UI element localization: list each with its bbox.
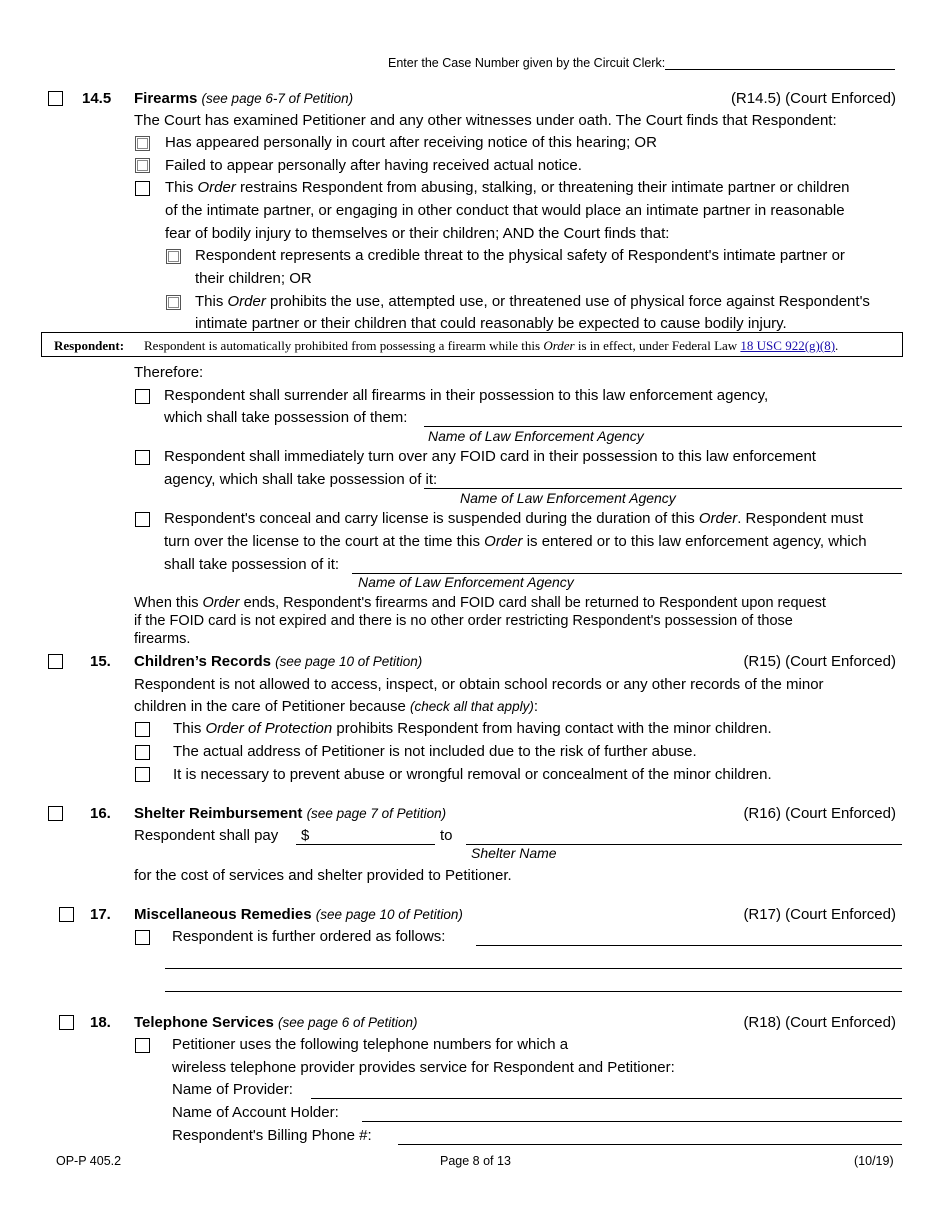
provider-label: Name of Provider: [172, 1081, 293, 1098]
foid-line-2: agency, which shall take possession of it: [164, 471, 438, 488]
billing-phone-label: Respondent's Billing Phone #: [172, 1127, 372, 1144]
conceal-carry-line-1: Respondent's conceal and carry license is suspended during the duration of this Order. Respondent must [164, 510, 864, 527]
foid-checkbox[interactable] [135, 450, 150, 465]
section-14-5-title: Firearms (see page 6-7 of Petition) [134, 90, 354, 107]
surrender-line-1: Respondent shall surrender all firearms in their possession to this law enforcement agency, [164, 387, 769, 404]
prohibits-force-line-1: This Order prohibits the use, attempted use, or threatened use of physical force against Respondent's [195, 293, 870, 310]
childrens-records-line-1: Respondent is not allowed to access, inspect, or obtain school records or any other records of the minor [134, 676, 824, 693]
section-17-title: Miscellaneous Remedies (see page 10 of Petition) [134, 906, 463, 923]
section-15-number: 15. [90, 653, 111, 670]
order-ends-line-1: When this Order ends, Respondent's firearms and FOID card shall be returned to Respondent upon request [134, 595, 826, 611]
section-18-number: 18. [90, 1014, 111, 1031]
address-withheld-checkbox[interactable] [135, 745, 150, 760]
federal-law-link[interactable]: 18 USC 922(g)(8) [740, 338, 836, 353]
surrender-line-2: which shall take possession of them: [164, 409, 408, 426]
credible-threat-line-1: Respondent represents a credible threat to the physical safety of Respondent's intimate partner or [195, 247, 845, 264]
foid-agency-caption: Name of Law Enforcement Agency [460, 490, 676, 506]
order-ends-line-2: if the FOID card is not expired and there is no other order restricting Respondent's possession of those [134, 613, 793, 629]
address-withheld-label: The actual address of Petitioner is not included due to the risk of further abuse. [173, 743, 697, 760]
telephone-line-2: wireless telephone provider provides service for Respondent and Petitioner: [172, 1059, 675, 1076]
conceal-carry-line-3: shall take possession of it: [164, 556, 340, 573]
shelter-pay-label: Respondent shall pay [134, 827, 279, 844]
foid-agency-field[interactable] [424, 488, 902, 489]
shelter-cost-text: for the cost of services and shelter provided to Petitioner. [134, 867, 512, 884]
misc-remedy-field-1[interactable] [476, 945, 902, 946]
section-18-title: Telephone Services (see page 6 of Petition) [134, 1014, 418, 1031]
credible-threat-checkbox[interactable] [166, 249, 181, 264]
restrains-checkbox[interactable] [135, 181, 150, 196]
shelter-name-caption: Shelter Name [471, 845, 557, 861]
section-16-code: (R16) (Court Enforced) [743, 805, 896, 822]
no-contact-checkbox[interactable] [135, 722, 150, 737]
respondent-box-text: Respondent is automatically prohibited from possessing a firearm while this Order is in effect, under Federal Law 18 USC 922(g)(8). [144, 338, 839, 353]
section-18-checkbox[interactable] [59, 1015, 74, 1030]
misc-remedy-field-3[interactable] [165, 991, 902, 992]
foid-line-1: Respondent shall immediately turn over any FOID card in their possession to this law enforcement [164, 448, 816, 465]
telephone-services-checkbox[interactable] [135, 1038, 150, 1053]
appeared-checkbox[interactable] [135, 136, 150, 151]
restrains-line-1: This Order restrains Respondent from abusing, stalking, or threatening their intimate partner or children [165, 179, 850, 196]
section-16-number: 16. [90, 805, 111, 822]
shelter-amount-field[interactable] [296, 844, 435, 845]
case-number-field[interactable] [665, 69, 895, 70]
form-id: OP-P 405.2 [56, 1154, 122, 1168]
telephone-line-1: Petitioner uses the following telephone numbers for which a [172, 1036, 569, 1053]
prevent-abuse-checkbox[interactable] [135, 767, 150, 782]
prohibits-force-checkbox[interactable] [166, 295, 181, 310]
account-holder-label: Name of Account Holder: [172, 1104, 339, 1121]
billing-phone-field[interactable] [398, 1144, 902, 1145]
firearms-intro: The Court has examined Petitioner and any other witnesses under oath. The Court finds that Respondent: [134, 112, 837, 129]
section-14-5-checkbox[interactable] [48, 91, 63, 106]
dollar-sign: $ [301, 827, 310, 844]
conceal-carry-line-2: turn over the license to the court at the time this Order is entered or to this law enforcement agency, which [164, 533, 867, 550]
prevent-abuse-label: It is necessary to prevent abuse or wrongful removal or concealment of the minor children. [173, 766, 772, 783]
section-16-checkbox[interactable] [48, 806, 63, 821]
provider-field[interactable] [311, 1098, 902, 1099]
conceal-carry-checkbox[interactable] [135, 512, 150, 527]
section-17-code: (R17) (Court Enforced) [743, 906, 896, 923]
surrender-firearms-checkbox[interactable] [135, 389, 150, 404]
restrains-line-2: of the intimate partner, or engaging in other conduct that would place an intimate partner in reasonable [165, 202, 845, 219]
section-15-checkbox[interactable] [48, 654, 63, 669]
prohibits-force-line-2: intimate partner or their children that could reasonably be expected to cause bodily injury. [195, 315, 787, 332]
restrains-line-3: fear of bodily injury to themselves or their children; AND the Court finds that: [165, 225, 670, 242]
section-15-code: (R15) (Court Enforced) [743, 653, 896, 670]
credible-threat-line-2: their children; OR [195, 270, 312, 287]
revision-date: (10/19) [854, 1154, 894, 1168]
further-ordered-label: Respondent is further ordered as follows: [172, 928, 446, 945]
childrens-records-line-2: children in the care of Petitioner because (check all that apply): [134, 698, 538, 715]
section-14-5-code: (R14.5) (Court Enforced) [730, 90, 896, 107]
failed-appear-checkbox[interactable] [135, 158, 150, 173]
therefore-label: Therefore: [134, 364, 204, 381]
surrender-agency-field[interactable] [424, 426, 902, 427]
no-contact-label: This Order of Protection prohibits Respondent from having contact with the minor children. [173, 720, 772, 737]
section-17-number: 17. [90, 906, 111, 923]
section-15-title: Children’s Records (see page 10 of Petition) [134, 653, 423, 670]
section-14-5-number: 14.5 [82, 90, 112, 107]
appeared-label: Has appeared personally in court after receiving notice of this hearing; OR [165, 134, 657, 151]
shelter-to-label: to [440, 827, 453, 844]
case-number-label: Enter the Case Number given by the Circuit Clerk: [388, 56, 666, 70]
conceal-carry-agency-caption: Name of Law Enforcement Agency [358, 574, 574, 590]
section-16-title: Shelter Reimbursement (see page 7 of Petition) [134, 805, 447, 822]
page-number: Page 8 of 13 [440, 1154, 511, 1168]
further-ordered-checkbox[interactable] [135, 930, 150, 945]
failed-appear-label: Failed to appear personally after having received actual notice. [165, 157, 582, 174]
section-18-code: (R18) (Court Enforced) [743, 1014, 896, 1031]
account-holder-field[interactable] [362, 1121, 902, 1122]
section-17-checkbox[interactable] [59, 907, 74, 922]
respondent-box-label: Respondent: [54, 338, 125, 353]
misc-remedy-field-2[interactable] [165, 968, 902, 969]
surrender-agency-caption: Name of Law Enforcement Agency [428, 428, 644, 444]
order-ends-line-3: firearms. [134, 631, 191, 647]
respondent-notice-box [41, 332, 903, 357]
